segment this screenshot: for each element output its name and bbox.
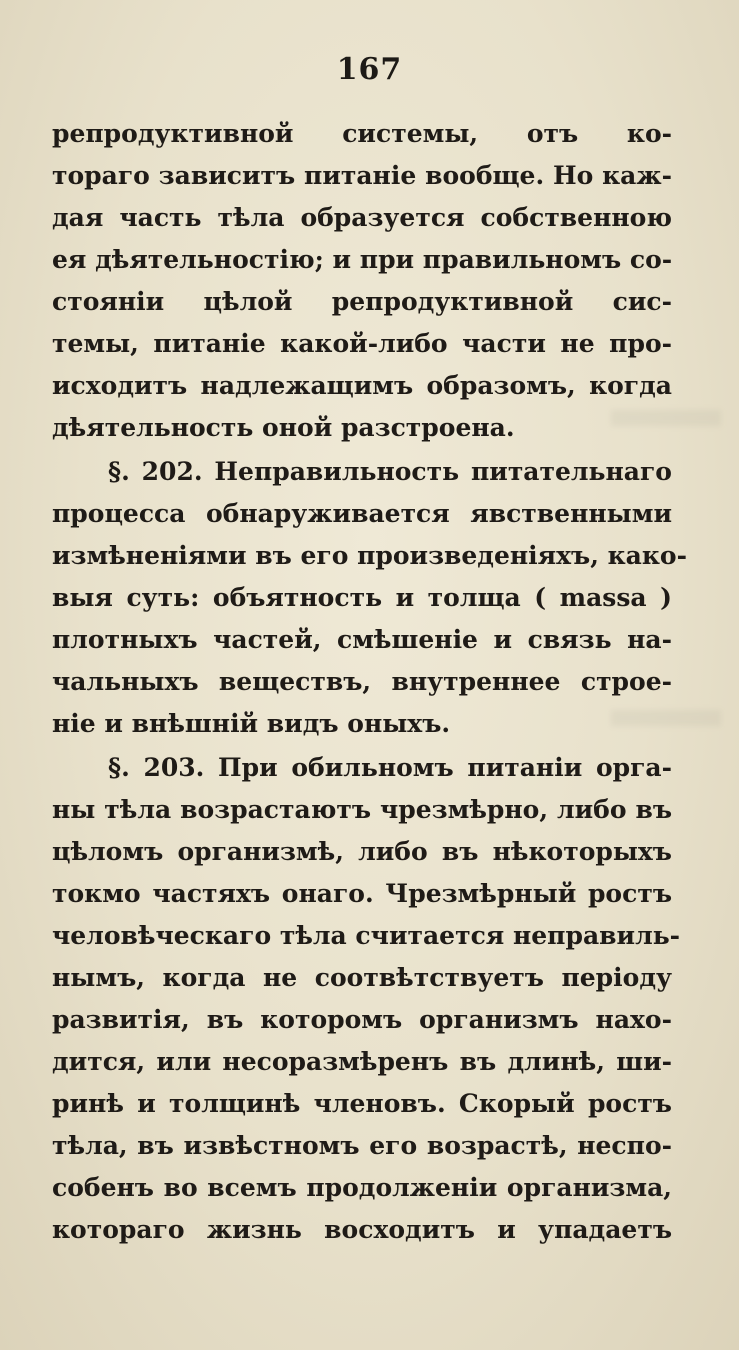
text-line: дая часть тѣла образуется собственною: [52, 203, 672, 232]
text-line: измѣненіями въ его произведеніяхъ, како-: [52, 541, 687, 570]
text-line: котораго жизнь восходитъ и упадаетъ: [52, 1215, 672, 1244]
text-line: ніе и внѣшній видъ оныхъ.: [52, 709, 451, 738]
text-line: дѣятельность оной разстроена.: [52, 413, 515, 442]
text-line: человѣческаго тѣла считается неправиль-: [52, 921, 681, 950]
text-line: тѣла, въ извѣстномъ его возрастѣ, неспо-: [52, 1131, 672, 1160]
paragraph-203-first-line: §. 203. При обильномъ питаніи орга-: [108, 753, 672, 782]
text-line: чальныхъ веществъ, внутреннее строе-: [52, 667, 672, 696]
text-line: плотныхъ частей, смѣшеніе и связь на-: [52, 625, 672, 654]
text-line: репродуктивной системы, отъ ко-: [52, 119, 672, 148]
text-line: ея дѣятельностію; и при правильномъ со-: [52, 245, 673, 274]
text-line: цѣломъ организмѣ, либо въ нѣкоторыхъ: [52, 837, 672, 866]
text-line: ны тѣла возрастаютъ чрезмѣрно, либо въ: [52, 795, 672, 824]
page-number: 167: [336, 52, 403, 87]
text-line: процесса обнаруживается явственными: [52, 499, 672, 528]
text-line: ринѣ и толщинѣ членовъ. Скорый ростъ: [52, 1089, 672, 1118]
text-line: тораго зависитъ питаніе вообще. Но каж-: [52, 161, 672, 190]
text-line: выя суть: объятность и толща ( massa ): [52, 583, 672, 612]
text-line: темы, питаніе какой-либо части не про-: [52, 329, 672, 358]
text-line: нымъ, когда не соотвѣтствуетъ періоду: [52, 963, 672, 992]
text-line: дится, или несоразмѣренъ въ длинѣ, ши-: [52, 1047, 672, 1076]
text-line: исходитъ надлежащимъ образомъ, когда: [52, 371, 672, 400]
text-line: развитія, въ которомъ организмъ нахо-: [52, 1005, 672, 1034]
text-line: стояніи цѣлой репродуктивной сис-: [52, 287, 672, 316]
text-line: собенъ во всемъ продолженіи организма,: [52, 1173, 672, 1202]
text-line: токмо частяхъ онаго. Чрезмѣрный ростъ: [52, 879, 672, 908]
paragraph-202-first-line: §. 202. Неправильность питательнаго: [108, 457, 672, 486]
